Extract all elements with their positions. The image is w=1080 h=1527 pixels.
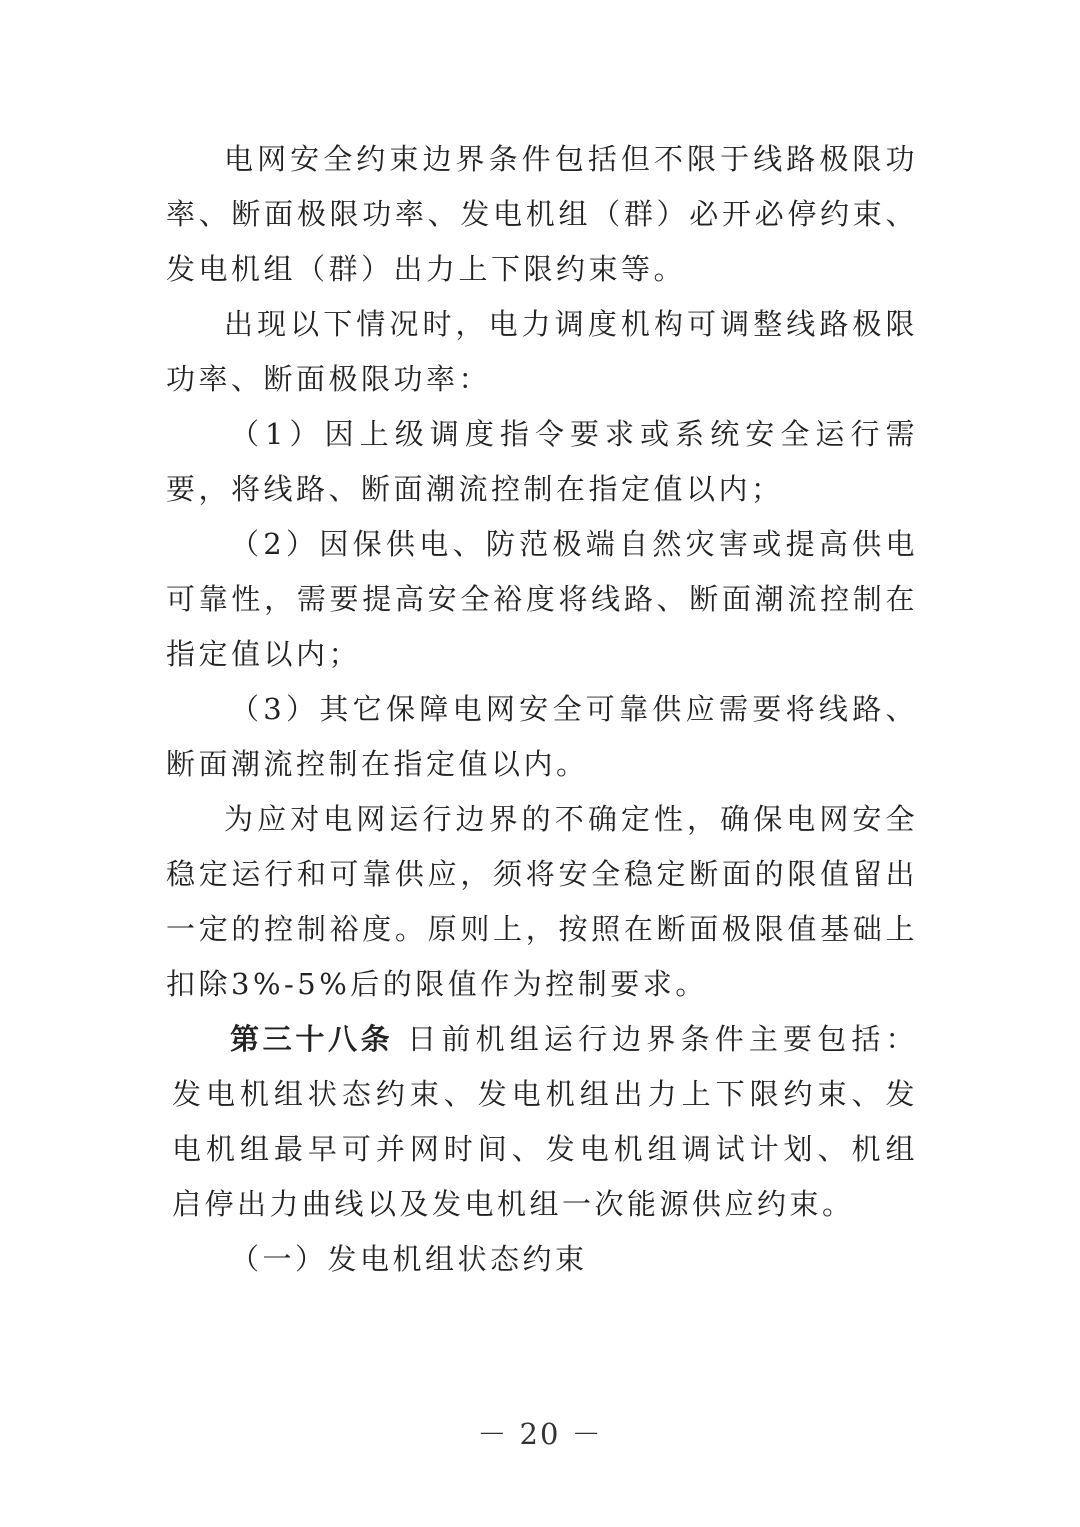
section-heading: （一）发电机组状态约束 bbox=[230, 1242, 588, 1276]
paragraph-control-margin: 为应对电网运行边界的不确定性，确保电网安全稳定运行和可靠供应，须将安全稳定断面的限值留出一定的控制裕度。原则上，按照在断面极限值基础上扣除3%-5%后的限值作为控制要求。 bbox=[166, 802, 918, 1001]
paragraph-adjust-conditions: 出现以下情况时，电力调度机构可调整线路极限功率、断面极限功率： bbox=[166, 307, 918, 396]
list-item-1: （1）因上级调度指令要求或系统安全运行需要，将线路、断面潮流控制在指定值以内； bbox=[166, 417, 918, 506]
paragraph-grid-constraints: 电网安全约束边界条件包括但不限于线路极限功率、断面极限功率、发电机组（群）必开必停约束、发电机组（群）出力上下限约束等。 bbox=[166, 142, 918, 286]
list-item-3: （3）其它保障电网安全可靠供应需要将线路、断面潮流控制在指定值以内。 bbox=[166, 692, 918, 781]
list-item-2: （2）因保供电、防范极端自然灾害或提高供电可靠性，需要提高安全裕度将线路、断面潮流控制在指定值以内； bbox=[166, 527, 918, 671]
article-number: 第三十八条 bbox=[230, 1022, 394, 1056]
page-number: － 20 － bbox=[477, 1417, 603, 1451]
article-38 bbox=[166, 1012, 918, 1232]
page-body bbox=[166, 132, 918, 1287]
article-text: 日前机组运行边界条件主要包括：发电机组状态约束、发电机组出力上下限约束、发电机组最早可并网时间、发电机组调试计划、机组启停出力曲线以及发电机组一次能源供应约束。 bbox=[172, 1022, 918, 1221]
